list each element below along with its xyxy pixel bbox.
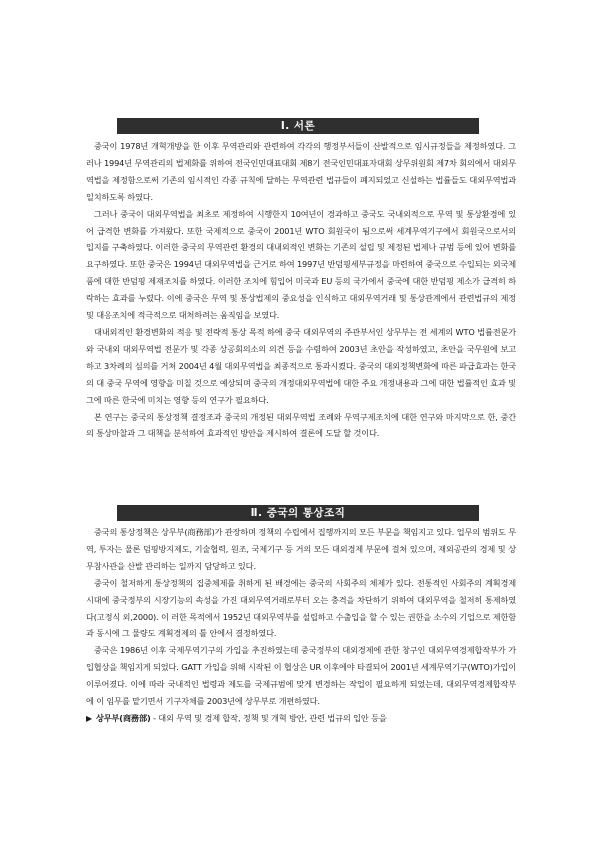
paragraph: 본 연구는 중국의 통상정책 결정조과 중국의 개정된 대외무역법 조례와 무역구제조치에 대한 연구와 마지막으로 한, 중간의 통상마찰과 그 대책을 분석하여 효과적인 방안을 제시하여 결론에 도달 할 것이다. xyxy=(86,411,516,439)
paragraph: 중국이 철저하게 통상정책의 집중체제를 취하게 된 배경에는 중국의 사회주의 체제가 있다. 전통적인 사회주의 계획경제 시대에 중국정부의 시장기능의 속성을 가진 대외무역거래로부터 오는 충격을 차단하기 위하여 대외무역을 철저히 통제하였다(고정식 외,2000). 이 러한 목적에서 1952년 대외무역부를 설립하고 수출입을 할 수 있는 권한을 소수의 기업으로 제한함과 동시에 그 물량도 계획경제의 틀 안에서 결정하였다. xyxy=(86,577,516,639)
paragraph: 중국은 1986년 이후 국제무역기구의 가입을 추진하였는데 중국정부의 대외경제에 관한 창구인 대외무역경제합작부가 가입협상을 책임지게 되었다. GATT 가입을 위해 시작된 이 협상은 UR 이후에야 타결되어 2001년 세계무역기구(WTO)가입이 이루어졌다. 이에 따라 국내적인 법령과 제도를 국제규범에 맞게 변경하는 작업이 필요하게 되었는데, 대외무역경제합작부에 이 임무를 맡기면서 기구자체를 2003년에 상무부로 개편하였다. xyxy=(86,645,516,707)
bullet-term: 상무부(商務部) xyxy=(96,712,151,723)
section-body-trade-organization xyxy=(86,524,516,728)
paragraph: 중국의 통상정책은 상무부(商務部)가 관장하며 정책의 수립에서 집행까지의 모든 부문을 책임지고 있다. 업무의 범위도 무역, 투자는 물론 덤핑방지제도, 기술협력, 원조, 국제기구 등 거의 모든 대외경제 부문에 걸쳐 있으며, 재외공관의 경제 및 상무참사관을 산발 관리하는 일까지 담당하고 있다. xyxy=(86,527,516,571)
paragraph: 중국이 1978년 개혁개방을 한 이후 무역관리와 관련하여 각각의 행정부서들이 산발적으로 임시규정들을 제정하였다. 그러나 1994년 무역관리의 법제화를 위하여 전국인민대표대회 제8기 전국인민대표자대회 상무위원회 제7차 회의에서 대외무역법을 제정함으로써 기존의 임시적인 각종 규칙에 달하는 무역관련 법규들이 폐지되었고 신설하는 법률들도 대외무역법과 일치하도록 하였다. xyxy=(86,141,516,202)
section-heading-trade-organization: Ⅱ. 중국의 통상조직 xyxy=(117,505,479,521)
bullet-text: - 대외 무역 및 경제 합작, 정책 및 개혁 방안, 관련 법규의 입안 등을 xyxy=(150,712,387,723)
bullet-item-ministry xyxy=(86,710,516,728)
paragraph: 그러나 중국이 대외무역법을 최초로 제정하여 시행한지 10여년이 경과하고 중국도 국내외적으로 무역 및 통상환경에 있어 급격한 변화를 가져왔다. 또한 국제적으로 중국이 2001년 WTO 회원국이 됨으로써 세계무역기구에서 회원국으로서의 입지를 구축하였다. 이러한 중국의 무역관련 환경의 대내외적인 변화는 기존의 설립 및 제정된 법제나 규범 등에 있어 변화를 요구하였다. 또한 중국은 1994년 대외무역법을 근거로 하여 1997년 반덤핑세부규정을 마련하여 중국으로 수입되는 외국제품에 대한 반덤핑 제재조치를 하였다. 이러한 조치에 힘입어 미국과 EU 등의 국가에서 중국에 대한 반덤핑 제소가 급격히 하락하는 효과를 누렸다. 이에 중국은 무역 및 통상법제의 중요성을 인식하고 대외무역거래 및 통상관계에서 관련법규의 제정 및 대응조치에 적극적으로 대처하려는 움직임을 보였다. xyxy=(86,208,516,321)
section-heading-introduction: Ⅰ. 서론 xyxy=(117,118,479,134)
triangle-bullet-icon: ▶ xyxy=(86,713,93,723)
paragraph: 대내외적인 환경변화의 적응 및 전략적 통상 목적 하에 중국 대외무역의 주관부서인 상무부는 전 세계의 WTO 법률전문가와 국내외 대외무역법 전문가 및 각종 상공회의소의 의견 등을 수렴하여 2003년 초안을 작성하였고, 초안을 국무원에 보고하고 3차례의 심의를 거쳐 2004년 4월 대외무역법을 최종적으로 통과시켰다. 중국의 대외정책변화에 따른 파급효과는 한국의 대 중국 무역에 영향을 미칠 것으로 예상되며 중국의 개정대외무역법에 대한 주요 개정내용과 그에 대한 법률적인 효과 및 그에 따른 한국에 미치는 영향 등의 연구가 필요하다. xyxy=(86,326,516,405)
section-body-introduction xyxy=(86,138,516,442)
